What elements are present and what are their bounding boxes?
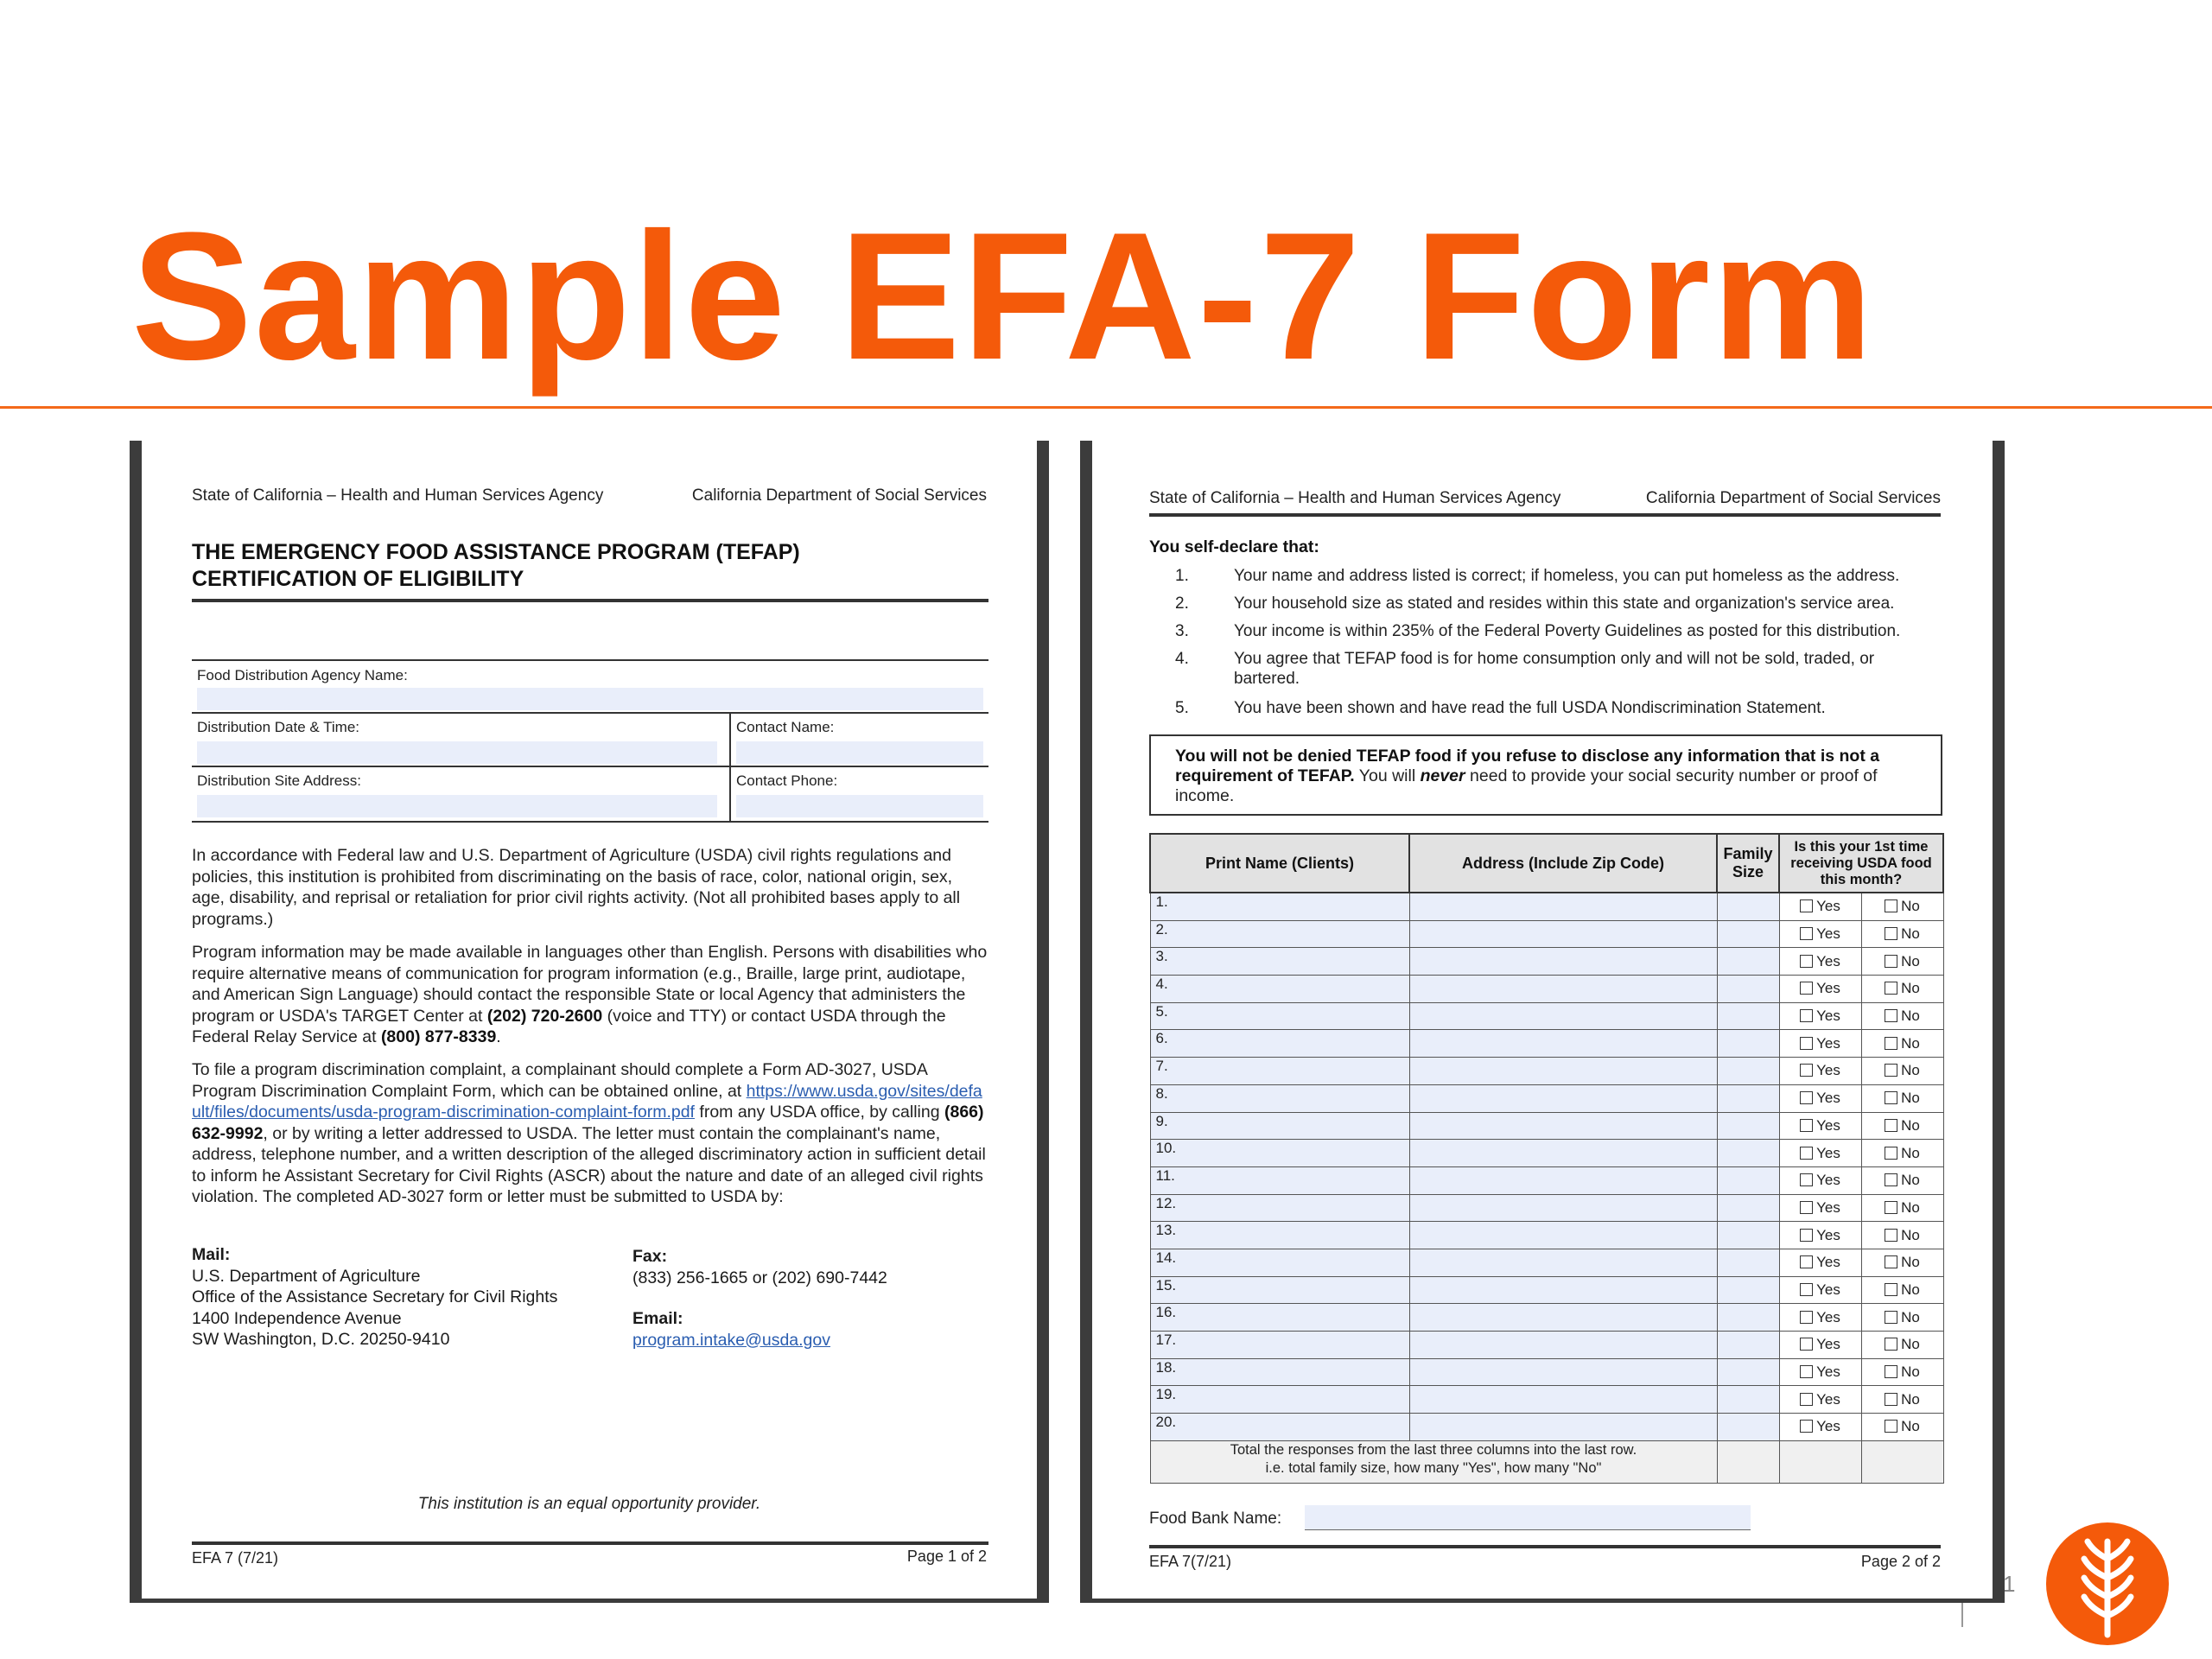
checkbox-icon[interactable] bbox=[1800, 1420, 1813, 1433]
first-time-yes[interactable]: Yes bbox=[1779, 948, 1861, 976]
checkbox-icon[interactable] bbox=[1800, 1365, 1813, 1378]
mail-label: Mail: bbox=[192, 1245, 231, 1264]
row-number: 6. bbox=[1155, 1030, 1168, 1047]
client-address-cell[interactable] bbox=[1409, 1084, 1717, 1112]
family-size-cell[interactable] bbox=[1717, 1304, 1779, 1332]
family-size-cell[interactable] bbox=[1717, 1249, 1779, 1276]
title-divider bbox=[0, 406, 2212, 409]
page1-form-id: EFA 7 (7/21) bbox=[192, 1549, 279, 1567]
checkbox-icon[interactable] bbox=[1885, 1009, 1897, 1022]
client-row bbox=[1150, 976, 1943, 1003]
first-time-no[interactable]: No bbox=[1861, 1166, 1943, 1194]
checkbox-icon[interactable] bbox=[1885, 927, 1897, 940]
first-time-no[interactable]: No bbox=[1861, 1332, 1943, 1359]
agency-name-field[interactable] bbox=[197, 688, 983, 710]
first-time-yes[interactable]: Yes bbox=[1779, 1030, 1861, 1058]
client-address-cell[interactable] bbox=[1409, 1140, 1717, 1167]
checkbox-icon[interactable] bbox=[1885, 899, 1897, 912]
checkbox-icon[interactable] bbox=[1800, 1091, 1813, 1104]
first-time-no[interactable]: No bbox=[1861, 1358, 1943, 1386]
row-number: 15. bbox=[1155, 1276, 1177, 1294]
client-address-cell[interactable] bbox=[1409, 1332, 1717, 1359]
client-name-cell[interactable] bbox=[1150, 1030, 1409, 1058]
client-name-cell[interactable] bbox=[1150, 1386, 1409, 1414]
client-name-cell[interactable] bbox=[1150, 893, 1409, 920]
client-row bbox=[1150, 1276, 1943, 1304]
family-size-cell[interactable] bbox=[1717, 1194, 1779, 1222]
checkbox-icon[interactable] bbox=[1800, 1119, 1813, 1132]
slide-title: Sample EFA-7 Form bbox=[131, 194, 1875, 397]
row-number: 9. bbox=[1155, 1112, 1168, 1129]
title-underline bbox=[192, 599, 988, 602]
checkbox-icon[interactable] bbox=[1885, 1037, 1897, 1050]
family-size-cell[interactable] bbox=[1717, 1058, 1779, 1085]
contact-name-field[interactable] bbox=[736, 741, 983, 764]
checkbox-icon[interactable] bbox=[1800, 899, 1813, 912]
client-row bbox=[1150, 1358, 1943, 1386]
email-link[interactable]: program.intake@usda.gov bbox=[632, 1330, 831, 1350]
footer-rule bbox=[192, 1541, 988, 1545]
first-time-yes[interactable]: Yes bbox=[1779, 976, 1861, 1003]
first-time-no[interactable]: No bbox=[1861, 1414, 1943, 1441]
client-row bbox=[1150, 1332, 1943, 1359]
family-size-cell[interactable] bbox=[1717, 1332, 1779, 1359]
form-title-line1: THE EMERGENCY FOOD ASSISTANCE PROGRAM (TEFAP) bbox=[192, 540, 800, 564]
checkbox-icon[interactable] bbox=[1885, 1393, 1897, 1406]
equal-opportunity-statement: This institution is an equal opportunity provider. bbox=[417, 1495, 761, 1513]
first-time-no[interactable]: No bbox=[1861, 920, 1943, 948]
checkbox-icon[interactable] bbox=[1885, 1173, 1897, 1186]
footer-rule bbox=[1149, 1545, 1941, 1548]
site-address-label: Distribution Site Address: bbox=[197, 772, 361, 789]
first-time-no[interactable]: No bbox=[1861, 1276, 1943, 1304]
mail-line: 1400 Independence Avenue bbox=[192, 1308, 402, 1328]
client-row bbox=[1150, 1058, 1943, 1085]
total-no-field[interactable] bbox=[1861, 1440, 1943, 1483]
row-number: 5. bbox=[1155, 1002, 1168, 1020]
row-number: 16. bbox=[1155, 1304, 1177, 1321]
client-address-cell[interactable] bbox=[1409, 1222, 1717, 1249]
field-rule bbox=[192, 821, 988, 823]
first-time-yes[interactable]: Yes bbox=[1779, 1414, 1861, 1441]
page2-page-number: Page 2 of 2 bbox=[1860, 1553, 1941, 1570]
form-title-line2: CERTIFICATION OF ELIGIBILITY bbox=[192, 567, 524, 591]
form-page-2: State of California – Health and Human Services Agency California Department of Social Services You self-declare that: 1. Your name and address listed is correct; if homeless, you can put homeless as the address. 2. Your household size as stated and resides within this state and organization's service area. 3. Your income is within 235% of the Federal Poverty Guidelines as posted for this distribution. 4. You agree that TEFAP food is for home consumption only and will not be sold, traded, or bartered. 5. You have been shown and have read the full USDA Nondiscrimination Statement. You will not be denied TEFAP food if you refuse to disclose any information that is not a requirement of TEFAP. You will never need to provide your social security number or proof of income. Print Name (Clients) Address (Include Zip Code) Family Size Is this your 1st time receiving USDA food this month? 1. Yes No 2. Yes No 3. Yes No 4. Yes No 5. Yes No 6. Yes No 7. Yes No 8. Yes No 9. Yes No 10. Yes No 11. Yes No 12. Yes No 13. Yes No 14. Yes No 15. Yes No 16. Yes No 17. Yes No 18. Yes No 19. Yes No 20. Yes No Total the responses from the last three columns into the last row. i.e. total family size, how many "Yes", how many "No" Food Bank Name: EFA 7(7/21) Page 2 of 2 bbox=[1080, 441, 2005, 1603]
page2-header-left: State of California – Health and Human Services Agency bbox=[1149, 489, 1561, 507]
checkbox-icon[interactable] bbox=[1885, 1064, 1897, 1077]
first-time-yes[interactable]: Yes bbox=[1779, 1166, 1861, 1194]
client-name-cell[interactable] bbox=[1150, 1112, 1409, 1140]
civil-rights-paragraph: In accordance with Federal law and U.S. Department of Agriculture (USDA) civil rights regulations and policies, this institution is prohibited from discriminating on the basis of race, color, national origin, sex, age, disability, and reprisal or retaliation for prior civil rights activity. (Not all prohibited bases apply to all programs.) bbox=[192, 846, 961, 929]
complaint-phone: (866) 632-9992 bbox=[192, 1103, 984, 1143]
row-number: 12. bbox=[1155, 1194, 1177, 1211]
checkbox-icon[interactable] bbox=[1885, 1201, 1897, 1214]
date-time-field[interactable] bbox=[197, 741, 717, 764]
client-address-cell[interactable] bbox=[1409, 1058, 1717, 1085]
family-size-cell[interactable] bbox=[1717, 976, 1779, 1003]
row-number: 20. bbox=[1155, 1414, 1177, 1431]
client-address-cell[interactable] bbox=[1409, 1030, 1717, 1058]
row-number: 8. bbox=[1155, 1084, 1168, 1102]
client-row bbox=[1150, 920, 1943, 948]
client-name-cell[interactable] bbox=[1150, 1358, 1409, 1386]
client-name-cell[interactable] bbox=[1150, 1276, 1409, 1304]
client-address-cell[interactable] bbox=[1409, 893, 1717, 920]
checkbox-icon[interactable] bbox=[1800, 982, 1813, 995]
client-address-cell[interactable] bbox=[1409, 1249, 1717, 1276]
family-size-cell[interactable] bbox=[1717, 1084, 1779, 1112]
first-time-yes[interactable]: Yes bbox=[1779, 1332, 1861, 1359]
fax-email-block bbox=[632, 1246, 978, 1351]
client-name-cell[interactable] bbox=[1150, 1058, 1409, 1085]
checkbox-icon[interactable] bbox=[1885, 1420, 1897, 1433]
client-name-cell[interactable] bbox=[1150, 1084, 1409, 1112]
first-time-no[interactable]: No bbox=[1861, 976, 1943, 1003]
first-time-yes[interactable]: Yes bbox=[1779, 1058, 1861, 1085]
client-row bbox=[1150, 1084, 1943, 1112]
row-number: 1. bbox=[1155, 893, 1168, 910]
row-number: 10. bbox=[1155, 1140, 1177, 1157]
checkbox-icon[interactable] bbox=[1800, 927, 1813, 940]
mail-line: Office of the Assistance Secretary for Civil Rights bbox=[192, 1287, 558, 1306]
family-size-cell[interactable] bbox=[1717, 893, 1779, 920]
checkbox-icon[interactable] bbox=[1885, 1365, 1897, 1378]
field-rule bbox=[192, 766, 988, 767]
client-name-cell[interactable] bbox=[1150, 1166, 1409, 1194]
family-size-cell[interactable] bbox=[1717, 920, 1779, 948]
first-time-no[interactable]: No bbox=[1861, 1249, 1943, 1276]
first-time-no[interactable]: No bbox=[1861, 1386, 1943, 1414]
form-title bbox=[192, 539, 969, 593]
first-time-yes[interactable]: Yes bbox=[1779, 1276, 1861, 1304]
first-time-yes[interactable]: Yes bbox=[1779, 1140, 1861, 1167]
checkbox-icon[interactable] bbox=[1885, 982, 1897, 995]
complaint-form-link[interactable]: https://www.usda.gov/sites/default/files/documents/usda-program-discrimination-complaint-form.pdf bbox=[192, 1081, 982, 1122]
client-row bbox=[1150, 948, 1943, 976]
client-row bbox=[1150, 1304, 1943, 1332]
first-time-yes[interactable]: Yes bbox=[1779, 1304, 1861, 1332]
client-name-cell[interactable] bbox=[1150, 1332, 1409, 1359]
page2-form-id: EFA 7(7/21) bbox=[1149, 1553, 1232, 1570]
field-rule bbox=[192, 659, 988, 661]
email-label: Email: bbox=[632, 1309, 683, 1328]
first-time-yes[interactable]: Yes bbox=[1779, 1386, 1861, 1414]
row-number: 4. bbox=[1155, 976, 1168, 993]
client-row bbox=[1150, 893, 1943, 920]
client-name-cell[interactable] bbox=[1150, 976, 1409, 1003]
mail-block bbox=[192, 1244, 607, 1351]
family-size-cell[interactable] bbox=[1717, 1414, 1779, 1441]
client-table bbox=[1149, 833, 1944, 1484]
client-name-cell[interactable] bbox=[1150, 1140, 1409, 1167]
checkbox-icon[interactable] bbox=[1885, 1147, 1897, 1160]
agency-name-label: Food Distribution Agency Name: bbox=[197, 667, 408, 683]
client-address-cell[interactable] bbox=[1409, 920, 1717, 948]
client-name-cell[interactable] bbox=[1150, 1222, 1409, 1249]
row-number: 11. bbox=[1155, 1166, 1175, 1184]
page1-header-right: California Department of Social Services bbox=[691, 486, 987, 505]
col-header-name: Print Name (Clients) bbox=[1150, 834, 1409, 893]
client-name-cell[interactable] bbox=[1150, 1414, 1409, 1441]
row-number: 7. bbox=[1155, 1058, 1168, 1075]
client-address-cell[interactable] bbox=[1409, 1414, 1717, 1441]
client-address-cell[interactable] bbox=[1409, 1386, 1717, 1414]
checkbox-icon[interactable] bbox=[1800, 1147, 1813, 1160]
client-name-cell[interactable] bbox=[1150, 1002, 1409, 1030]
wheat-icon bbox=[2046, 1522, 2169, 1645]
disclosure-notice: You will not be denied TEFAP food if you refuse to disclose any information that is not a requirement of TEFAP. You will never need to provide your social security number or proof of income. bbox=[1149, 734, 1942, 816]
client-row bbox=[1150, 1002, 1943, 1030]
first-time-no[interactable]: No bbox=[1861, 1030, 1943, 1058]
checkbox-icon[interactable] bbox=[1800, 1393, 1813, 1406]
col-header-first-time: Is this your 1st time receiving USDA food this month? bbox=[1779, 834, 1943, 893]
client-name-cell[interactable] bbox=[1150, 1194, 1409, 1222]
slide-number: 1 bbox=[2003, 1571, 2016, 1597]
row-number: 14. bbox=[1155, 1249, 1177, 1266]
total-instructions: Total the responses from the last three columns into the last row. i.e. total family size, how many "Yes", how many "No" bbox=[1150, 1440, 1717, 1483]
family-size-cell[interactable] bbox=[1717, 1112, 1779, 1140]
date-time-label: Distribution Date & Time: bbox=[197, 719, 360, 735]
contact-phone-field[interactable] bbox=[736, 795, 983, 817]
first-time-no[interactable]: No bbox=[1861, 1002, 1943, 1030]
food-bank-field[interactable] bbox=[1305, 1505, 1751, 1530]
client-name-cell[interactable] bbox=[1150, 1304, 1409, 1332]
client-address-cell[interactable] bbox=[1409, 948, 1717, 976]
family-size-cell[interactable] bbox=[1717, 1386, 1779, 1414]
client-address-cell[interactable] bbox=[1409, 976, 1717, 1003]
client-row bbox=[1150, 1112, 1943, 1140]
client-name-cell[interactable] bbox=[1150, 1249, 1409, 1276]
client-row bbox=[1150, 1249, 1943, 1276]
client-row bbox=[1150, 1222, 1943, 1249]
first-time-yes[interactable]: Yes bbox=[1779, 1222, 1861, 1249]
checkbox-icon[interactable] bbox=[1800, 1009, 1813, 1022]
client-address-cell[interactable] bbox=[1409, 1358, 1717, 1386]
family-size-cell[interactable] bbox=[1717, 1222, 1779, 1249]
client-address-cell[interactable] bbox=[1409, 1166, 1717, 1194]
family-size-cell[interactable] bbox=[1717, 948, 1779, 976]
first-time-no[interactable]: No bbox=[1861, 1084, 1943, 1112]
col-header-address: Address (Include Zip Code) bbox=[1409, 834, 1717, 893]
checkbox-icon[interactable] bbox=[1800, 1311, 1813, 1324]
checkbox-icon[interactable] bbox=[1885, 1091, 1897, 1104]
checkbox-icon[interactable] bbox=[1800, 1201, 1813, 1214]
target-center-phone: (202) 720-2600 bbox=[486, 1006, 603, 1026]
site-address-field[interactable] bbox=[197, 795, 717, 817]
client-address-cell[interactable] bbox=[1409, 1112, 1717, 1140]
first-time-yes[interactable]: Yes bbox=[1779, 1358, 1861, 1386]
family-size-cell[interactable] bbox=[1717, 1030, 1779, 1058]
checkbox-icon[interactable] bbox=[1800, 1064, 1813, 1077]
fax-label: Fax: bbox=[632, 1247, 668, 1266]
checkbox-icon[interactable] bbox=[1800, 1173, 1813, 1186]
self-declare-heading: You self-declare that: bbox=[1149, 537, 1319, 556]
client-row bbox=[1150, 1386, 1943, 1414]
client-name-cell[interactable] bbox=[1150, 920, 1409, 948]
row-number: 2. bbox=[1155, 920, 1168, 938]
row-number: 17. bbox=[1155, 1332, 1177, 1348]
family-size-cell[interactable] bbox=[1717, 1002, 1779, 1030]
client-address-cell[interactable] bbox=[1409, 1276, 1717, 1304]
first-time-yes[interactable]: Yes bbox=[1779, 1194, 1861, 1222]
checkbox-icon[interactable] bbox=[1800, 1255, 1813, 1268]
family-size-cell[interactable] bbox=[1717, 1276, 1779, 1304]
mail-line: U.S. Department of Agriculture bbox=[192, 1266, 421, 1286]
first-time-no[interactable]: No bbox=[1861, 1194, 1943, 1222]
client-address-cell[interactable] bbox=[1409, 1002, 1717, 1030]
first-time-yes[interactable]: Yes bbox=[1779, 1112, 1861, 1140]
family-size-cell[interactable] bbox=[1717, 1140, 1779, 1167]
fax-value: (833) 256-1665 or (202) 690-7442 bbox=[632, 1268, 887, 1287]
field-rule bbox=[192, 712, 988, 714]
page2-header-right: California Department of Social Services bbox=[1645, 489, 1941, 507]
page1-page-number: Page 1 of 2 bbox=[906, 1548, 987, 1565]
col-header-family-size: Family Size bbox=[1717, 834, 1779, 893]
checkbox-icon[interactable] bbox=[1800, 1037, 1813, 1050]
first-time-yes[interactable]: Yes bbox=[1779, 920, 1861, 948]
first-time-no[interactable]: No bbox=[1861, 1222, 1943, 1249]
first-time-yes[interactable]: Yes bbox=[1779, 1249, 1861, 1276]
page1-header-left: State of California – Health and Human Services Agency bbox=[192, 486, 604, 505]
first-time-no[interactable]: No bbox=[1861, 893, 1943, 920]
client-row bbox=[1150, 1166, 1943, 1194]
field-column-divider bbox=[729, 712, 731, 823]
food-bank-label: Food Bank Name: bbox=[1149, 1510, 1282, 1528]
first-time-no[interactable]: No bbox=[1861, 1112, 1943, 1140]
checkbox-icon[interactable] bbox=[1800, 1229, 1813, 1242]
checkbox-icon[interactable] bbox=[1800, 1283, 1813, 1296]
form-page-1 bbox=[130, 441, 1049, 1603]
client-row bbox=[1150, 1194, 1943, 1222]
checkbox-icon[interactable] bbox=[1885, 1311, 1897, 1324]
header-underline bbox=[1149, 513, 1941, 517]
contact-name-label: Contact Name: bbox=[736, 719, 835, 735]
row-number: 13. bbox=[1155, 1222, 1177, 1239]
first-time-yes[interactable]: Yes bbox=[1779, 1084, 1861, 1112]
checkbox-icon[interactable] bbox=[1800, 1338, 1813, 1351]
total-family-size-field[interactable] bbox=[1717, 1440, 1779, 1483]
client-name-cell[interactable] bbox=[1150, 948, 1409, 976]
family-size-cell[interactable] bbox=[1717, 1358, 1779, 1386]
checkbox-icon[interactable] bbox=[1885, 1283, 1897, 1296]
total-yes-field[interactable] bbox=[1779, 1440, 1861, 1483]
family-size-cell[interactable] bbox=[1717, 1166, 1779, 1194]
relay-service-phone: (800) 877-8339 bbox=[380, 1027, 497, 1046]
first-time-no[interactable]: No bbox=[1861, 1304, 1943, 1332]
complaint-paragraph: To file a program discrimination complaint, a complainant should complete a Form AD-3027, USDA Program Discrimination Complaint Form, which can be obtained online, at https://www.usda.gov/sites/default/files/documents/usda-program-discrimination-complaint-form.pdf from any USDA office, by calling (866) 632-9992, or by writing a letter addressed to USDA. The letter must contain the complainant's name, address, telephone number, and a written description of the alleged discriminatory action in sufficient detail to inform he Assistant Secretary for Civil Rights (ASCR) about the nature and date of an alleged civil rights violation. The completed AD-3027 form or letter must be submitted to USDA by: bbox=[192, 1060, 986, 1206]
divider-tick bbox=[1961, 1603, 1963, 1627]
checkbox-icon[interactable] bbox=[1885, 1255, 1897, 1268]
first-time-no[interactable]: No bbox=[1861, 1058, 1943, 1085]
row-number: 3. bbox=[1155, 948, 1168, 965]
client-address-cell[interactable] bbox=[1409, 1194, 1717, 1222]
row-number: 19. bbox=[1155, 1386, 1177, 1403]
first-time-yes[interactable]: Yes bbox=[1779, 893, 1861, 920]
client-row bbox=[1150, 1030, 1943, 1058]
mail-line: SW Washington, D.C. 20250-9410 bbox=[192, 1330, 450, 1349]
client-address-cell[interactable] bbox=[1409, 1304, 1717, 1332]
checkbox-icon[interactable] bbox=[1885, 1119, 1897, 1132]
client-row bbox=[1150, 1140, 1943, 1167]
checkbox-icon[interactable] bbox=[1885, 1229, 1897, 1242]
checkbox-icon[interactable] bbox=[1800, 955, 1813, 968]
first-time-yes[interactable]: Yes bbox=[1779, 1002, 1861, 1030]
first-time-no[interactable]: No bbox=[1861, 948, 1943, 976]
contact-phone-label: Contact Phone: bbox=[736, 772, 838, 789]
total-row bbox=[1150, 1440, 1943, 1483]
client-row bbox=[1150, 1414, 1943, 1441]
first-time-no[interactable]: No bbox=[1861, 1140, 1943, 1167]
language-paragraph: Program information may be made available in languages other than English. Persons with disabilities who require alternative means of communication for program information (e.g., Braille, large print, audiotape, and American Sign Language) should contact the responsible State or local Agency that administers the program or USDA's TARGET Center at (202) 720-2600 (voice and TTY) or contact USDA through the Federal Relay Service at (800) 877-8339. bbox=[192, 943, 988, 1046]
checkbox-icon[interactable] bbox=[1885, 955, 1897, 968]
checkbox-icon[interactable] bbox=[1885, 1338, 1897, 1351]
row-number: 18. bbox=[1155, 1358, 1177, 1376]
